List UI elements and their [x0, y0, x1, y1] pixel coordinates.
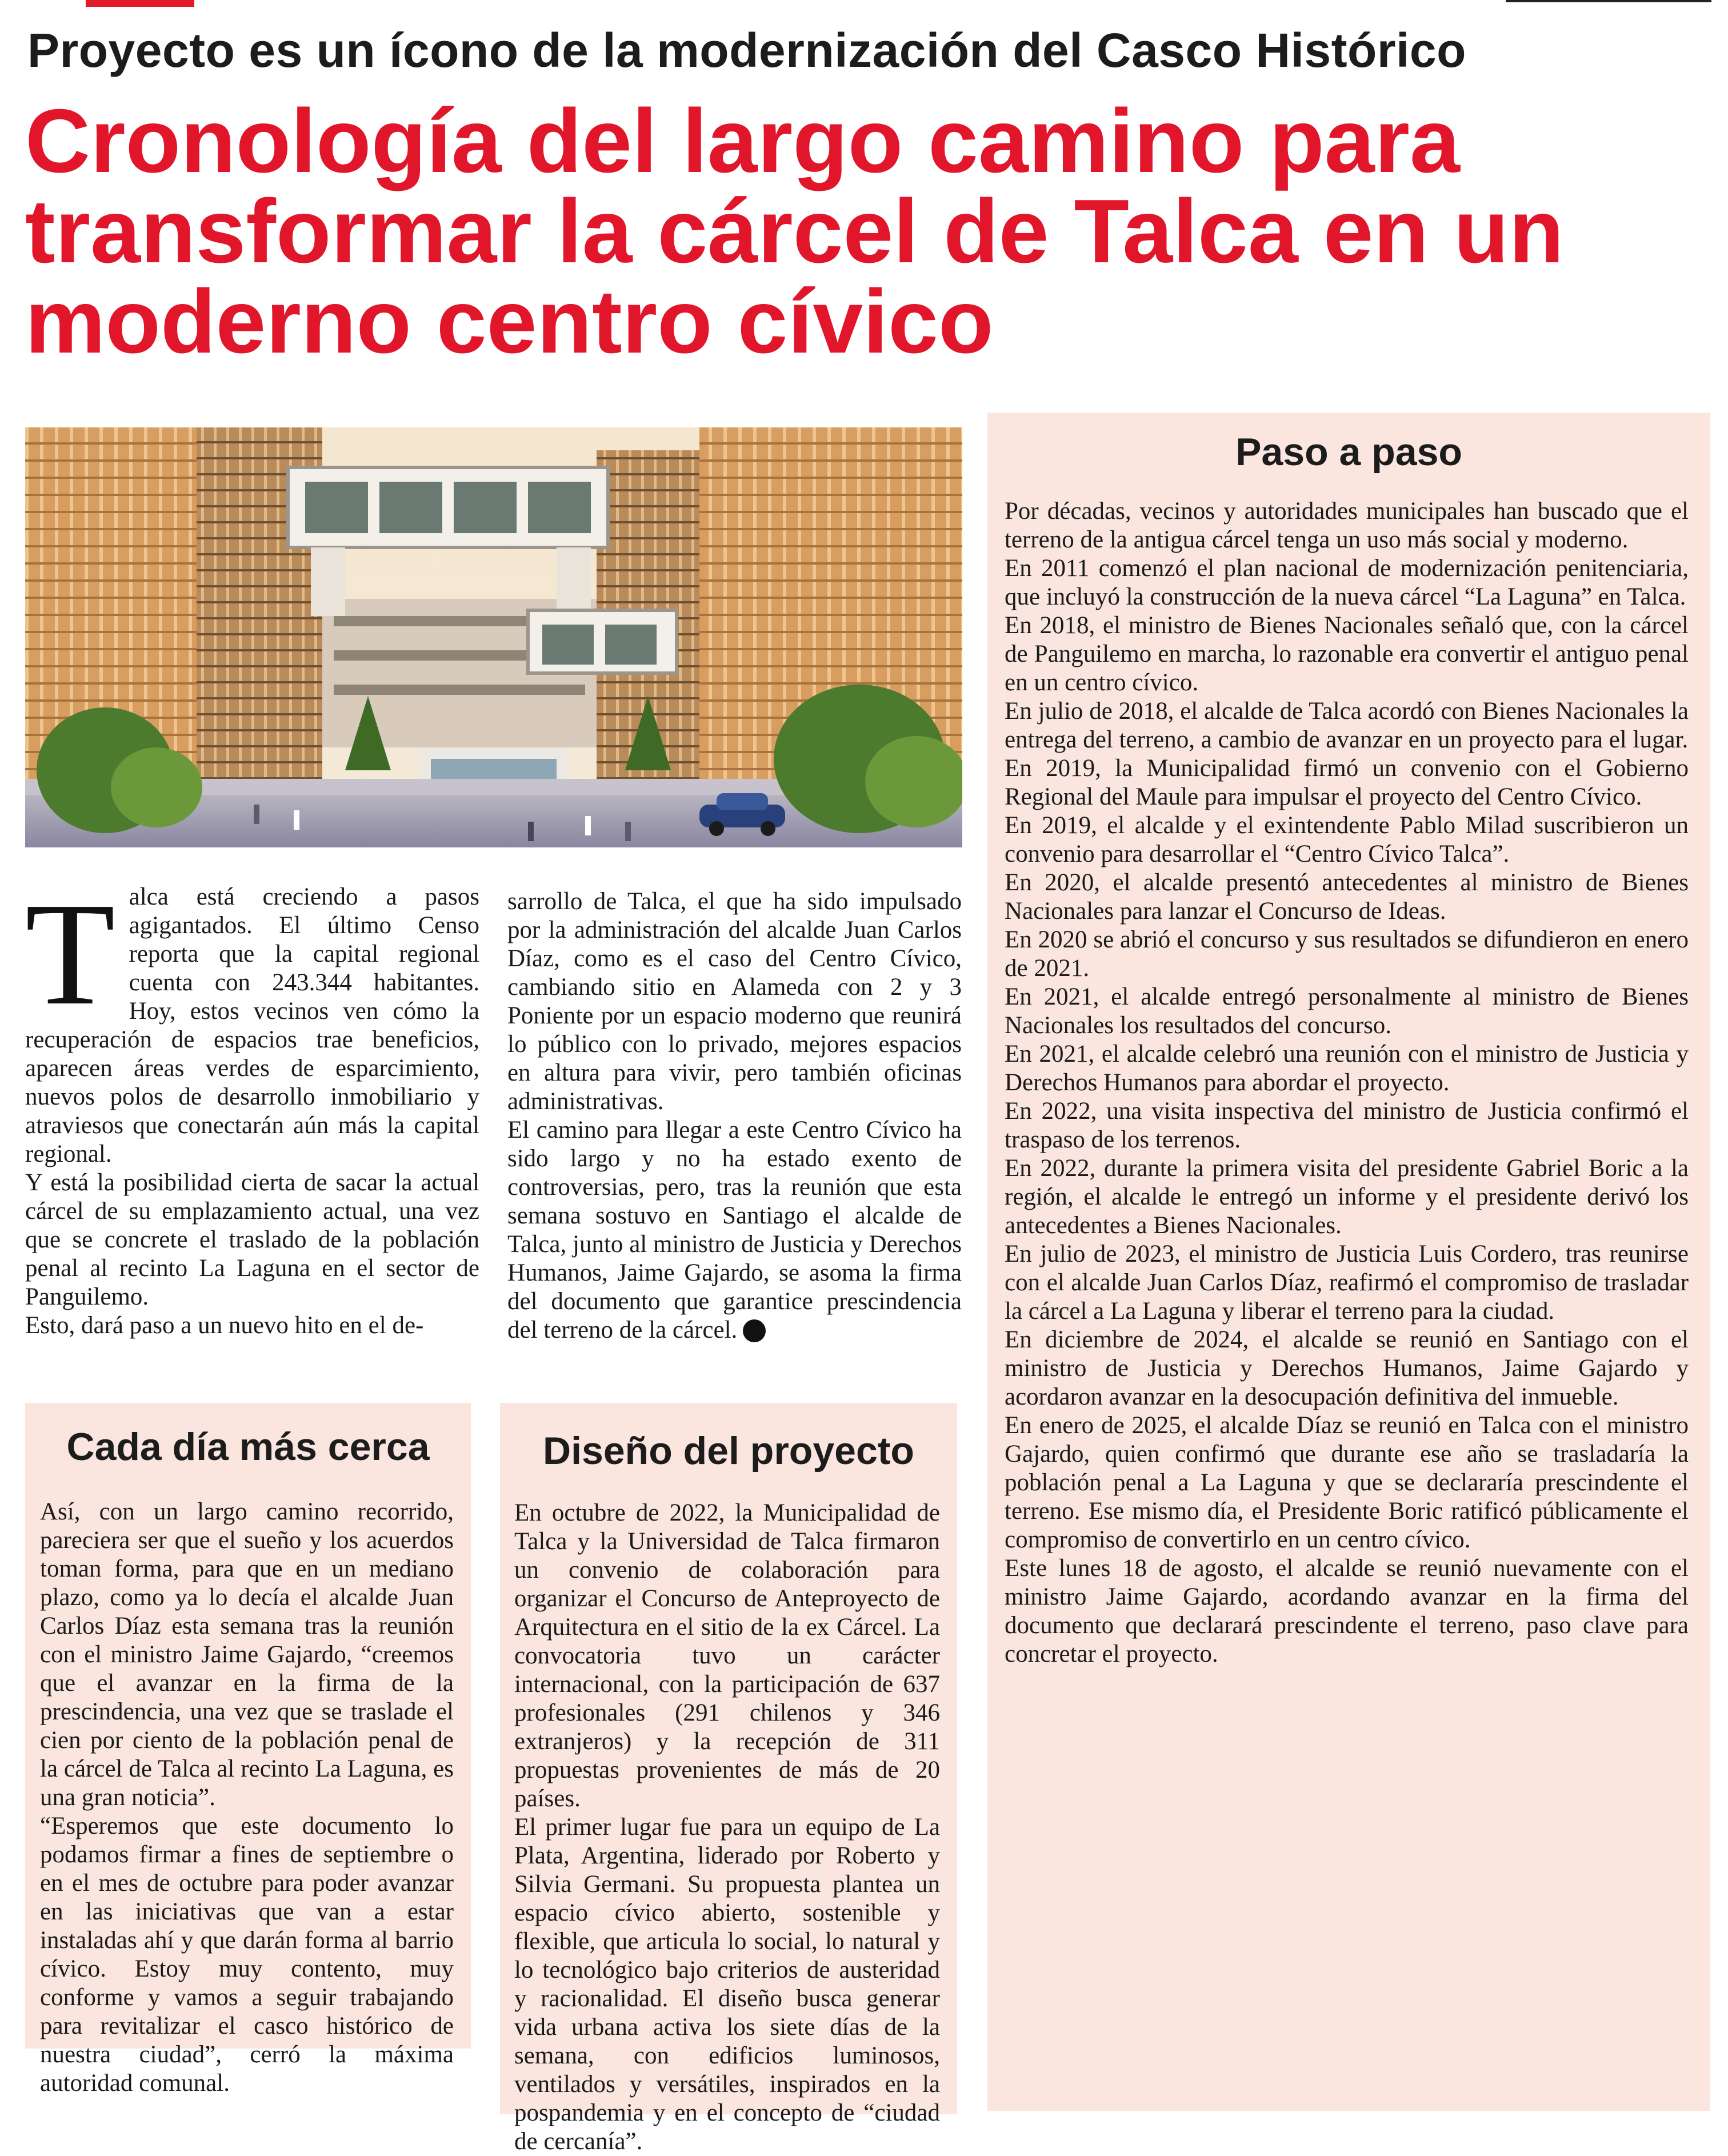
timeline-item: En 2022, una visita inspectiva del ministro de Justicia confirmó el traspaso de los terrenos.	[1005, 1098, 1689, 1153]
article-paragraph: sarrollo de Talca, el que ha sido impulsado por la administración del alcalde Juan Carlos Díaz, como es el caso del Centro Cívico, cambiando sitio en Alameda con 2 y 3 Poniente por un espacio moderno que reunirá lo público con lo privado, mejores espacios en altura para vivir, pero también oficinas administrativas.	[507, 888, 962, 1115]
timeline-item: En 2021, el alcalde celebró una reunión con el ministro de Justicia y Derechos Humanos para abordar el proyecto.	[1005, 1041, 1689, 1096]
article-paragraph: Esto, dará paso a un nuevo hito en el de-	[25, 1312, 424, 1339]
article-paragraph-text: El camino para llegar a este Centro Cívico ha sido largo y no ha estado exento de controversias, pero, tras la reunión que esta semana sostuvo en Santiago el alcalde de Talca, junto al ministro de Justicia y Derechos Humanos, Jaime Gajardo, se asoma la firma del documento que garantice prescindencia del terreno de la cárcel.	[507, 1117, 962, 1343]
article-col-left	[25, 872, 479, 1340]
timeline-item: En julio de 2023, el ministro de Justicia Luis Cordero, tras reunirse con el alcalde Juan Carlos Díaz, reafirmó el compromiso de trasladar la cárcel a La Laguna y liberar el terreno para la ciudad.	[1005, 1241, 1689, 1325]
box-title: Paso a paso	[1235, 430, 1462, 474]
box-paragraph: El primer lugar fue para un equipo de La Plata, Argentina, liderado por Roberto y Silvia Germani. Su propuesta plantea un espacio cívico abierto, sostenible y flexible, que articula lo social, lo natural y lo tecnológico bajo criterios de austeridad y racionalidad. El diseño busca generar vida urbana activa los siete días de la semana, con edificios luminosos, ventilados y versátiles, inspirados en la pospandemia y en el concepto de “ciudad de cercanía”.	[514, 1814, 940, 2155]
headline-line: Cronología del largo camino para	[25, 91, 1460, 191]
kicker: Proyecto es un ícono de la modernización del Casco Histórico	[27, 23, 1466, 77]
timeline-item: En diciembre de 2024, el alcalde se reunió en Santiago con el ministro de Justicia y Derechos Humanos, Jaime Gajardo y acordaron avanzar en la desocupación definitiva del inmueble.	[1005, 1326, 1689, 1410]
end-mark-icon	[743, 1319, 766, 1342]
box-paragraph: En octubre de 2022, la Municipalidad de Talca y la Universidad de Talca firmaron un convenio de colaboración para organizar el Concurso de Anteproyecto de Arquitectura en el sitio de la ex Cárcel. La convocatoria tuvo un carácter internacional, con la participación de 637 profesionales (291 chilenos y 346 extranjeros) y la recepción de 311 propuestas provenientes de más de 20 países.	[514, 1499, 940, 1812]
article-paragraph: alca está creciendo a pasos agigantados. El último Censo reporta que la capital regional cuenta con 243.344 habitantes. Hoy, estos vecinos ven cómo la recuperación de espacios trae beneficios, aparecen áreas verdes de esparcimiento, nuevos polos de desarrollo inmobiliario y atraviesos que conectarán aún más la capital regional.	[25, 883, 479, 1167]
timeline-item: En 2019, la Municipalidad firmó un convenio con el Gobierno Regional del Maule para impulsar el proyecto del Centro Cívico.	[1005, 755, 1689, 810]
article-paragraph	[507, 1116, 962, 1345]
drop-cap: T	[25, 872, 115, 1035]
timeline-item: En 2020 se abrió el concurso y sus resultados se difundieron en enero de 2021.	[1005, 926, 1689, 982]
timeline-item: Este lunes 18 de agosto, el alcalde se reunió nuevamente con el ministro Jaime Gajardo, acordando avanzar en la firma del documento que declarará prescindente el terreno, paso clave para concretar el proyecto.	[1005, 1555, 1689, 1667]
timeline-item: En 2022, durante la primera visita del presidente Gabriel Boric a la región, el alcalde le entregó un informe y el presidente derivó los antecedentes a Bienes Nacionales.	[1005, 1155, 1689, 1239]
box-text	[25, 1469, 471, 2098]
timeline-item: En 2021, el alcalde entregó personalmente al ministro de Bienes Nacionales los resultados del concurso.	[1005, 983, 1689, 1039]
timeline-item: En 2018, el ministro de Bienes Nacionales señaló que, con la cárcel de Panguilemo en marcha, lo razonable era convertir el antiguo penal en un centro cívico.	[1005, 612, 1689, 696]
project-render-image	[25, 427, 962, 847]
headline-line: transformar la cárcel de Talca en un	[25, 181, 1564, 282]
timeline-item: Por décadas, vecinos y autoridades municipales han buscado que el terreno de la antigua cárcel tenga un uso más social y moderno.	[1005, 498, 1689, 553]
box-paragraph: “Esperemos que este documento lo podamos firmar a fines de septiembre o en el mes de octubre para poder avanzar en las iniciativas que van a estar instaladas ahí y que darán forma al barrio cívico. Estoy muy contento, muy conforme y vamos a seguir trabajando para revitalizar el casco histórico de nuestra ciudad”, cerró la máxima autoridad comunal.	[40, 1813, 454, 2097]
box-title: Cada día más cerca	[66, 1425, 430, 1469]
timeline-item: En julio de 2018, el alcalde de Talca acordó con Bienes Nacionales la entrega del terreno, a cambio de avanzar en un proyecto para el lugar.	[1005, 698, 1689, 753]
timeline-item: En 2020, el alcalde presentó antecedentes al ministro de Bienes Nacionales para lanzar el Concurso de Ideas.	[1005, 869, 1689, 925]
headline	[25, 91, 1682, 372]
box-text	[500, 1473, 957, 2156]
box-paso-a-paso	[987, 413, 1710, 2111]
timeline-item: En 2011 comenzó el plan nacional de modernización penitenciaria, que incluyó la construcción de la nueva cárcel “La Laguna” en Talca.	[1005, 555, 1689, 610]
timeline-item: En 2019, el alcalde y el exintendente Pablo Milad suscribieron un convenio para desarrollar el “Centro Cívico Talca”.	[1005, 812, 1689, 867]
timeline	[987, 474, 1710, 1669]
box-diseno-del-proyecto	[500, 1403, 957, 2155]
headline-line: moderno centro cívico	[25, 271, 994, 372]
section-color-tab	[86, 0, 194, 7]
article-col-right	[507, 887, 962, 1345]
article-paragraph: Y está la posibilidad cierta de sacar la actual cárcel de su emplazamiento actual, una vez que se concrete el traslado de la población penal al recinto La Laguna en el sector de Panguilemo.	[25, 1169, 479, 1310]
top-rule	[1506, 0, 1711, 2]
box-cada-dia-mas-cerca	[25, 1403, 471, 2097]
box-title: Diseño del proyecto	[543, 1429, 914, 1473]
timeline-item: En enero de 2025, el alcalde Díaz se reunió en Talca con el ministro Gajardo, quien confirmó que durante ese año se trasladaría la población penal a La Laguna y que se declararía prescindente el terreno. Ese mismo día, el Presidente Boric ratificó públicamente el compromiso de convertirlo en un centro cívico.	[1005, 1412, 1689, 1553]
box-paragraph: Así, con un largo camino recorrido, pareciera ser que el sueño y los acuerdos toman forma, para que en un mediano plazo, como ya lo decía el alcalde Juan Carlos Díaz esta semana tras la reunión con el ministro Jaime Gajardo, “creemos que el avanzar en la firma de la prescindencia, una vez que se traslade el cien por ciento de la población penal de la cárcel de Talca al recinto La Laguna, es una gran noticia”.	[40, 1498, 454, 1811]
